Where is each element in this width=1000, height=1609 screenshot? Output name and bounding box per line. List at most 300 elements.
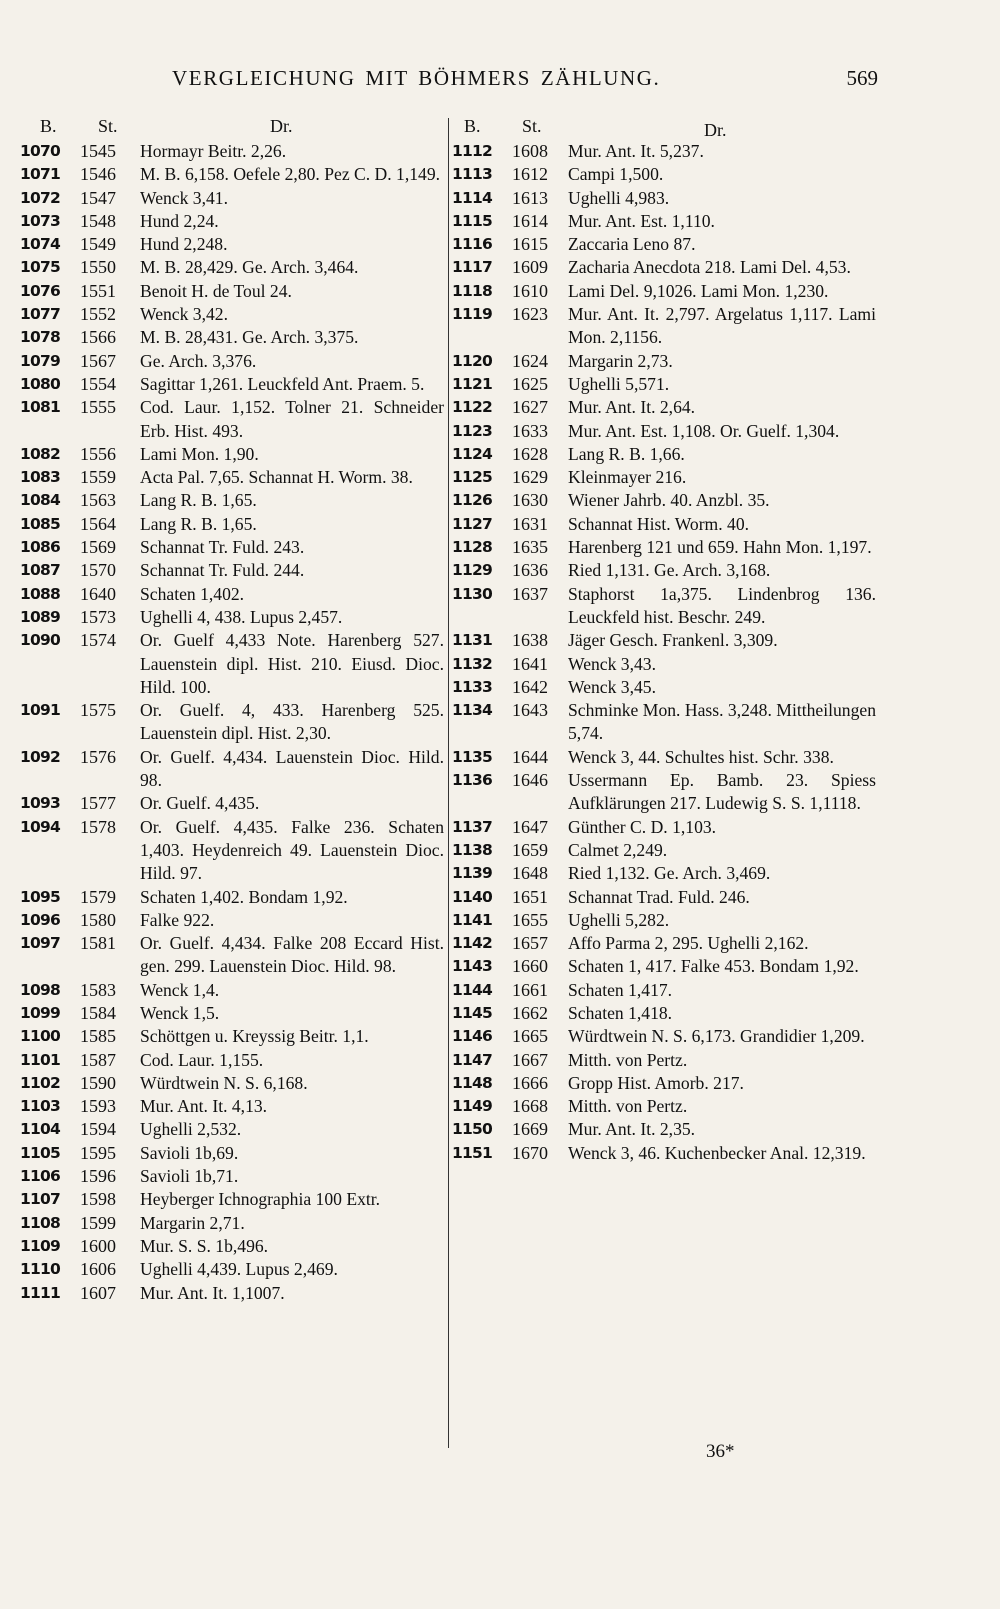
entry-reference: Ussermann Ep. Bamb. 23. Spiess Aufklärungen 217. Ludewig S. S. 1,1118.	[568, 770, 876, 814]
entry-st-number: 1579	[80, 886, 116, 907]
entry-row	[20, 396, 450, 443]
entry-reference: Harenberg 121 und 659. Hahn Mon. 1,197.	[568, 537, 872, 558]
entry-st-number: 1598	[80, 1189, 116, 1210]
entry-b-number: 1111	[20, 1283, 60, 1302]
entry-b-number: 1072	[20, 188, 60, 207]
entry-row	[20, 699, 450, 746]
entry-row	[452, 1072, 882, 1095]
entry-row	[20, 350, 450, 373]
entry-st-number: 1666	[512, 1072, 548, 1093]
entry-b-number: 1116	[452, 235, 492, 254]
entry-st-number: 1595	[80, 1142, 116, 1163]
entry-b-number: 1136	[452, 771, 492, 790]
entry-st-number: 1569	[80, 537, 116, 558]
entry-st-number: 1646	[512, 770, 548, 791]
entry-b-number: 1088	[20, 584, 60, 603]
entry-b-number: 1085	[20, 514, 60, 533]
entry-st-number: 1607	[80, 1282, 116, 1303]
entry-row	[20, 140, 450, 163]
entry-reference: Hund 2,248.	[140, 234, 228, 255]
entry-st-number: 1615	[512, 234, 548, 255]
entry-st-number: 1648	[512, 863, 548, 884]
entry-b-number: 1097	[20, 934, 60, 953]
entry-row	[452, 373, 882, 396]
entry-row	[20, 303, 450, 326]
entry-reference: Savioli 1b,69.	[140, 1142, 239, 1163]
entry-st-number: 1566	[80, 327, 116, 348]
entry-b-number: 1106	[20, 1167, 60, 1186]
entry-row	[452, 280, 882, 303]
entry-b-number: 1149	[452, 1097, 492, 1116]
entry-b-number: 1148	[452, 1073, 492, 1092]
entry-b-number: 1108	[20, 1213, 60, 1232]
entry-row	[20, 373, 450, 396]
entry-st-number: 1657	[512, 933, 548, 954]
entry-row	[20, 1235, 450, 1258]
entry-reference: Schaten 1,417.	[568, 979, 673, 1000]
entry-b-number: 1103	[20, 1097, 60, 1116]
entry-st-number: 1574	[80, 630, 116, 651]
entry-reference: Falke 922.	[140, 909, 215, 930]
entry-b-number: 1127	[452, 514, 492, 533]
entry-st-number: 1599	[80, 1212, 116, 1233]
entry-st-number: 1570	[80, 560, 116, 581]
entry-b-number: 1138	[452, 840, 492, 859]
entry-b-number: 1121	[452, 374, 492, 393]
entry-reference: Schaten 1, 417. Falke 453. Bondam 1,92.	[568, 956, 859, 977]
entry-reference: Jäger Gesch. Frankenl. 3,309.	[568, 630, 778, 651]
entry-reference: Hund 2,24.	[140, 210, 219, 231]
entry-row	[452, 489, 882, 512]
entry-reference: Wenck 3, 46. Kuchenbecker Anal. 12,319.	[568, 1142, 866, 1163]
entry-st-number: 1667	[512, 1049, 548, 1070]
entry-b-number: 1093	[20, 794, 60, 813]
entry-b-number: 1122	[452, 398, 492, 417]
entry-st-number: 1578	[80, 816, 116, 837]
entry-row	[452, 979, 882, 1002]
entry-reference: Cod. Laur. 1,155.	[140, 1049, 264, 1070]
entry-st-number: 1583	[80, 979, 116, 1000]
entry-reference: Ughelli 4,983.	[568, 187, 670, 208]
entry-reference: Benoit H. de Toul 24.	[140, 280, 292, 301]
entry-st-number: 1600	[80, 1235, 116, 1256]
entry-reference: Mur. Ant. It. 1,1007.	[140, 1282, 285, 1303]
entry-b-number: 1107	[20, 1190, 60, 1209]
entry-reference: Lami Del. 9,1026. Lami Mon. 1,230.	[568, 280, 829, 301]
entry-b-number: 1070	[20, 142, 60, 160]
entry-reference: Ughelli 4, 438. Lupus 2,457.	[140, 606, 343, 627]
entry-reference: Or. Guelf. 4, 433. Harenberg 525. Lauenstein dipl. Hist. 2,30.	[140, 700, 444, 744]
entry-st-number: 1625	[512, 373, 548, 394]
entry-st-number: 1554	[80, 373, 116, 394]
entry-st-number: 1633	[512, 420, 548, 441]
entry-b-number: 1100	[20, 1027, 60, 1046]
entry-row	[20, 979, 450, 1002]
entry-b-number: 1102	[20, 1073, 60, 1092]
entry-row	[20, 163, 450, 186]
entry-b-number: 1137	[452, 817, 492, 836]
entry-b-number: 1118	[452, 281, 492, 300]
entry-row	[452, 1118, 882, 1141]
entry-reference: Gropp Hist. Amorb. 217.	[568, 1072, 744, 1093]
entry-row	[452, 769, 882, 816]
entry-reference: Kleinmayer 216.	[568, 467, 687, 488]
entry-row	[452, 466, 882, 489]
entry-row	[20, 629, 450, 699]
running-title: VERGLEICHUNG MIT BÖHMERS ZÄHLUNG.	[172, 66, 661, 90]
entry-st-number: 1596	[80, 1166, 116, 1187]
heading-st: St.	[98, 116, 118, 136]
entry-st-number: 1552	[80, 304, 116, 325]
entry-reference: Lami Mon. 1,90.	[140, 443, 259, 464]
entry-st-number: 1670	[512, 1142, 548, 1163]
entry-row	[20, 1142, 450, 1165]
entry-b-number: 1115	[452, 211, 492, 230]
entry-st-number: 1669	[512, 1119, 548, 1140]
entry-reference: Savioli 1b,71.	[140, 1166, 239, 1187]
entry-reference: Günther C. D. 1,103.	[568, 816, 717, 837]
entry-b-number: 1135	[452, 747, 492, 766]
entry-b-number: 1096	[20, 910, 60, 929]
entry-st-number: 1661	[512, 979, 548, 1000]
entry-b-number: 1071	[20, 165, 60, 184]
entry-st-number: 1559	[80, 467, 116, 488]
entry-row	[452, 583, 882, 630]
entry-st-number: 1587	[80, 1049, 116, 1070]
entry-b-number: 1141	[452, 910, 492, 929]
entry-row	[452, 1025, 882, 1048]
entry-b-number: 1140	[452, 887, 492, 906]
entry-st-number: 1609	[512, 257, 548, 278]
entry-row	[452, 629, 882, 652]
entry-st-number: 1556	[80, 443, 116, 464]
entry-list	[20, 140, 450, 1305]
entry-st-number: 1655	[512, 909, 548, 930]
entry-st-number: 1545	[80, 141, 116, 161]
entry-b-number: 1090	[20, 631, 60, 650]
entry-b-number: 1125	[452, 468, 492, 487]
entry-row	[20, 536, 450, 559]
entry-b-number: 1101	[20, 1050, 60, 1069]
entry-st-number: 1575	[80, 700, 116, 721]
entry-st-number: 1660	[512, 956, 548, 977]
entry-reference: Staphorst 1a,375. Lindenbrog 136. Leuckfeld hist. Beschr. 249.	[568, 583, 876, 627]
entry-b-number: 1113	[452, 165, 492, 184]
entry-b-number: 1081	[20, 398, 60, 417]
entry-row	[452, 653, 882, 676]
heading-b: B.	[464, 116, 481, 136]
entry-st-number: 1640	[80, 583, 116, 604]
entry-reference: Mur. Ant. It. 2,64.	[568, 397, 696, 418]
entry-row	[20, 256, 450, 279]
entry-st-number: 1612	[512, 164, 548, 185]
entry-b-number: 1080	[20, 374, 60, 393]
entry-st-number: 1593	[80, 1096, 116, 1117]
entry-st-number: 1567	[80, 350, 116, 371]
entry-reference: M. B. 28,429. Ge. Arch. 3,464.	[140, 257, 359, 278]
entry-reference: Mur. Ant. It. 4,13.	[140, 1096, 268, 1117]
entry-b-number: 1086	[20, 538, 60, 557]
entry-st-number: 1584	[80, 1002, 116, 1023]
entry-row	[452, 559, 882, 582]
right-column	[452, 112, 882, 1165]
entry-reference: Cod. Laur. 1,152. Tolner 21. Schneider Erb. Hist. 493.	[140, 397, 444, 441]
entry-row	[452, 256, 882, 279]
entry-b-number: 1131	[452, 631, 492, 650]
entry-reference: Wenck 1,5.	[140, 1002, 220, 1023]
entry-st-number: 1577	[80, 793, 116, 814]
entry-reference: Calmet 2,249.	[568, 839, 668, 860]
entry-row	[452, 396, 882, 419]
entry-row	[20, 559, 450, 582]
entry-reference: Schaten 1,402.	[140, 583, 245, 604]
entry-st-number: 1548	[80, 210, 116, 231]
entry-reference: Mur. Ant. It. 5,237.	[568, 141, 704, 161]
entry-b-number: 1114	[452, 188, 492, 207]
entry-row	[20, 886, 450, 909]
entry-st-number: 1651	[512, 886, 548, 907]
entry-row	[20, 1188, 450, 1211]
entry-reference: Schaten 1,418.	[568, 1002, 673, 1023]
heading-st: St.	[522, 116, 542, 136]
entry-row	[20, 513, 450, 536]
entry-b-number: 1075	[20, 258, 60, 277]
entry-reference: Mur. Ant. It. 2,35.	[568, 1119, 696, 1140]
entry-b-number: 1119	[452, 305, 492, 324]
entry-reference: Schannat Trad. Fuld. 246.	[568, 886, 750, 907]
entry-reference: M. B. 6,158. Oefele 2,80. Pez C. D. 1,149.	[140, 164, 441, 185]
entry-row	[452, 1049, 882, 1072]
entry-row	[452, 886, 882, 909]
entry-reference: Hormayr Beitr. 2,26.	[140, 141, 287, 161]
entry-row	[20, 1282, 450, 1305]
entry-row	[20, 746, 450, 793]
column-headings	[20, 112, 450, 140]
page-header	[0, 66, 1000, 106]
entry-b-number: 1091	[20, 701, 60, 720]
entry-b-number: 1112	[452, 142, 492, 160]
entry-row	[452, 303, 882, 350]
entry-row	[20, 583, 450, 606]
entry-b-number: 1151	[452, 1143, 492, 1162]
entry-reference: Heyberger Ichnographia 100 Extr.	[140, 1189, 381, 1210]
entry-reference: Affo Parma 2, 295. Ughelli 2,162.	[568, 933, 809, 954]
entry-b-number: 1094	[20, 817, 60, 836]
entry-reference: Ge. Arch. 3,376.	[140, 350, 257, 371]
entry-row	[452, 909, 882, 932]
entry-row	[452, 350, 882, 373]
entry-row	[452, 163, 882, 186]
entry-reference: Wenck 3,45.	[568, 676, 656, 697]
entry-b-number: 1087	[20, 561, 60, 580]
entry-st-number: 1630	[512, 490, 548, 511]
entry-st-number: 1668	[512, 1096, 548, 1117]
entry-reference: Wenck 3,41.	[140, 187, 228, 208]
entry-b-number: 1128	[452, 538, 492, 557]
entry-st-number: 1662	[512, 1002, 548, 1023]
entry-st-number: 1631	[512, 513, 548, 534]
entry-st-number: 1585	[80, 1026, 116, 1047]
heading-dr: Dr.	[704, 120, 727, 140]
entry-st-number: 1608	[512, 141, 548, 161]
entry-list	[452, 140, 882, 1165]
entry-reference: Schminke Mon. Hass. 3,248. Mittheilungen 5,74.	[568, 700, 876, 744]
entry-reference: Ried 1,132. Ge. Arch. 3,469.	[568, 863, 771, 884]
entry-b-number: 1073	[20, 211, 60, 230]
entry-st-number: 1644	[512, 746, 548, 767]
entry-st-number: 1580	[80, 909, 116, 930]
page-number: 569	[846, 66, 878, 90]
entry-reference: Ughelli 2,532.	[140, 1119, 242, 1140]
entry-b-number: 1133	[452, 677, 492, 696]
entry-b-number: 1105	[20, 1143, 60, 1162]
entry-row	[452, 140, 882, 163]
entry-b-number: 1124	[452, 444, 492, 463]
entry-row	[20, 1002, 450, 1025]
entry-b-number: 1083	[20, 468, 60, 487]
entry-reference: Ughelli 5,282.	[568, 909, 670, 930]
entry-reference: Or. Guelf 4,433 Note. Harenberg 527. Lauenstein dipl. Hist. 210. Eiusd. Dioc. Hild. 100.	[140, 630, 444, 697]
entry-reference: Schannat Tr. Fuld. 243.	[140, 537, 305, 558]
entry-b-number: 1098	[20, 980, 60, 999]
entry-st-number: 1623	[512, 304, 548, 325]
heading-dr: Dr.	[270, 116, 293, 136]
entry-reference: Schannat Hist. Worm. 40.	[568, 513, 750, 534]
entry-reference: Sagittar 1,261. Leuckfeld Ant. Praem. 5.	[140, 373, 425, 394]
entry-b-number: 1095	[20, 887, 60, 906]
entry-b-number: 1074	[20, 235, 60, 254]
entry-row	[452, 699, 882, 746]
entry-reference: Mitth. von Pertz.	[568, 1049, 688, 1070]
entry-row	[20, 1165, 450, 1188]
entry-b-number: 1109	[20, 1236, 60, 1255]
entry-st-number: 1627	[512, 397, 548, 418]
entry-st-number: 1576	[80, 746, 116, 767]
entry-b-number: 1089	[20, 607, 60, 626]
entry-row	[20, 1025, 450, 1048]
entry-st-number: 1628	[512, 443, 548, 464]
entry-b-number: 1078	[20, 328, 60, 347]
entry-reference: Ughelli 5,571.	[568, 373, 670, 394]
entry-reference: Wenck 3,42.	[140, 304, 228, 325]
entry-row	[20, 280, 450, 303]
entry-row	[452, 210, 882, 233]
entry-st-number: 1638	[512, 630, 548, 651]
entry-st-number: 1564	[80, 513, 116, 534]
entry-b-number: 1077	[20, 305, 60, 324]
entry-row	[20, 792, 450, 815]
entry-b-number: 1110	[20, 1260, 60, 1279]
entry-reference: Mur. Ant. Est. 1,110.	[568, 210, 715, 231]
entry-row	[452, 1002, 882, 1025]
entry-b-number: 1082	[20, 444, 60, 463]
entry-row	[20, 489, 450, 512]
entry-row	[20, 443, 450, 466]
entry-st-number: 1614	[512, 210, 548, 231]
entry-row	[20, 1258, 450, 1281]
entry-row	[20, 1049, 450, 1072]
entry-reference: Schannat Tr. Fuld. 244.	[140, 560, 305, 581]
entry-st-number: 1594	[80, 1119, 116, 1140]
entry-b-number: 1129	[452, 561, 492, 580]
entry-reference: Mur. S. S. 1b,496.	[140, 1235, 269, 1256]
entry-row	[452, 443, 882, 466]
entry-st-number: 1613	[512, 187, 548, 208]
entry-reference: Wenck 3,43.	[568, 653, 656, 674]
entry-b-number: 1123	[452, 421, 492, 440]
entry-reference: Schaten 1,402. Bondam 1,92.	[140, 886, 348, 907]
entry-reference: Zacharia Anecdota 218. Lami Del. 4,53.	[568, 257, 851, 278]
entry-st-number: 1563	[80, 490, 116, 511]
entry-reference: Ughelli 4,439. Lupus 2,469.	[140, 1259, 338, 1280]
entry-b-number: 1142	[452, 934, 492, 953]
column-headings	[452, 112, 882, 140]
entry-st-number: 1606	[80, 1259, 116, 1280]
entry-row	[452, 1142, 882, 1165]
entry-reference: Ried 1,131. Ge. Arch. 3,168.	[568, 560, 771, 581]
entry-row	[20, 466, 450, 489]
entry-reference: Wenck 3, 44. Schultes hist. Schr. 338.	[568, 746, 834, 767]
entry-row	[452, 955, 882, 978]
entry-st-number: 1624	[512, 350, 548, 371]
entry-row	[452, 513, 882, 536]
entry-st-number: 1550	[80, 257, 116, 278]
left-column	[20, 112, 450, 1305]
entry-b-number: 1130	[452, 584, 492, 603]
entry-b-number: 1132	[452, 654, 492, 673]
entry-st-number: 1636	[512, 560, 548, 581]
entry-reference: Margarin 2,73.	[568, 350, 673, 371]
entry-b-number: 1120	[452, 351, 492, 370]
entry-row	[452, 676, 882, 699]
entry-b-number: 1079	[20, 351, 60, 370]
heading-b: B.	[40, 116, 57, 136]
entry-row	[452, 839, 882, 862]
entry-b-number: 1143	[452, 957, 492, 976]
entry-row	[20, 233, 450, 256]
entry-row	[452, 1095, 882, 1118]
entry-st-number: 1641	[512, 653, 548, 674]
entry-row	[452, 536, 882, 559]
entry-row	[20, 932, 450, 979]
entry-row	[452, 816, 882, 839]
entry-row	[20, 210, 450, 233]
entry-reference: M. B. 28,431. Ge. Arch. 3,375.	[140, 327, 359, 348]
entry-st-number: 1590	[80, 1072, 116, 1093]
entry-b-number: 1150	[452, 1120, 492, 1139]
entry-row	[452, 187, 882, 210]
entry-reference: Or. Guelf. 4,435. Falke 236. Schaten 1,403. Heydenreich 49. Lauenstein Dioc. Hild. 97.	[140, 816, 444, 884]
entry-st-number: 1629	[512, 467, 548, 488]
entry-b-number: 1076	[20, 281, 60, 300]
entry-reference: Würdtwein N. S. 6,173. Grandidier 1,209.	[568, 1026, 865, 1047]
entry-st-number: 1547	[80, 187, 116, 208]
entry-reference: Wenck 1,4.	[140, 979, 220, 1000]
entry-reference: Zaccaria Leno 87.	[568, 234, 696, 255]
entry-st-number: 1643	[512, 700, 548, 721]
entry-st-number: 1659	[512, 839, 548, 860]
entry-row	[20, 1095, 450, 1118]
entry-row	[452, 420, 882, 443]
entry-st-number: 1551	[80, 280, 116, 301]
entry-reference: Or. Guelf. 4,434. Lauenstein Dioc. Hild. 98.	[140, 746, 444, 791]
entry-b-number: 1144	[452, 980, 492, 999]
entry-st-number: 1581	[80, 933, 116, 954]
entry-row	[452, 746, 882, 769]
entry-reference: Mur. Ant. It. 2,797. Argelatus 1,117. Lami Mon. 2,1156.	[568, 304, 876, 348]
entry-row	[452, 233, 882, 256]
entry-reference: Wiener Jahrb. 40. Anzbl. 35.	[568, 490, 770, 511]
